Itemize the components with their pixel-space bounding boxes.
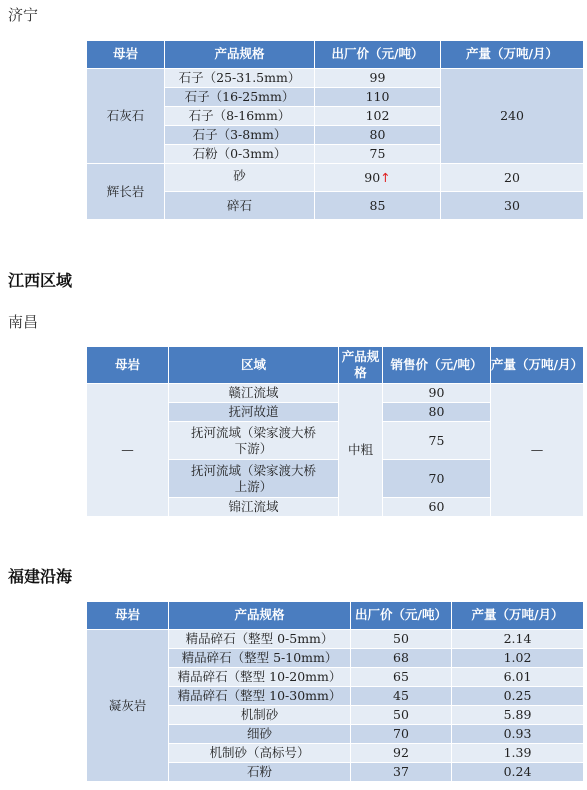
region-cell: 锦江流域 xyxy=(169,498,339,517)
output-cell: 6.01 xyxy=(452,668,584,687)
spec-cell: 细砂 xyxy=(169,725,351,744)
city-label-jining: 济宁 xyxy=(8,6,39,24)
column-header: 产品规格 xyxy=(165,41,315,69)
price-cell: 45 xyxy=(351,687,452,706)
column-header: 母岩 xyxy=(87,602,169,630)
price-cell: 99 xyxy=(315,69,441,88)
spec-cell: 碎石 xyxy=(165,192,315,220)
column-header: 母岩 xyxy=(87,347,169,384)
rock-cell: — xyxy=(87,384,169,517)
city-label-nanchang: 南昌 xyxy=(8,313,39,331)
up-arrow-icon: ↑ xyxy=(380,169,391,185)
price-cell: 80 xyxy=(315,126,441,145)
column-header: 母岩 xyxy=(87,41,165,69)
column-header: 产品规格 xyxy=(169,602,351,630)
spec-cell: 精品碎石（整型 5-10mm） xyxy=(169,649,351,668)
spec-cell: 精品碎石（整型 0-5mm） xyxy=(169,630,351,649)
output-cell: 240 xyxy=(441,69,584,164)
price-cell: 37 xyxy=(351,763,452,782)
spec-cell: 石子（16-25mm） xyxy=(165,88,315,107)
table-header-row xyxy=(87,41,584,69)
column-header: 出厂价（元/吨） xyxy=(315,41,441,69)
spec-cell: 石粉 xyxy=(169,763,351,782)
spec-cell: 石粉（0-3mm） xyxy=(165,145,315,164)
price-cell: 60 xyxy=(383,498,491,517)
jiangxi-price-table xyxy=(86,346,584,517)
column-header: 销售价（元/吨） xyxy=(383,347,491,384)
column-header: 产量（万吨/月） xyxy=(491,347,584,384)
spec-cell: 砂 xyxy=(165,164,315,192)
region-cell: 抚河故道 xyxy=(169,403,339,422)
price-cell: 90 xyxy=(383,384,491,403)
column-header: 产量（万吨/月） xyxy=(441,41,584,69)
price-value: 90 xyxy=(364,169,381,185)
fujian-price-table xyxy=(86,601,584,782)
price-cell: 85 xyxy=(315,192,441,220)
table-header-row xyxy=(87,347,584,384)
price-cell: 70 xyxy=(351,725,452,744)
output-cell: 1.02 xyxy=(452,649,584,668)
price-cell: 80 xyxy=(383,403,491,422)
region-cell: 赣江流域 xyxy=(169,384,339,403)
table-header-row xyxy=(87,602,584,630)
output-cell: 1.39 xyxy=(452,744,584,763)
price-cell: 92 xyxy=(351,744,452,763)
section-title-fujian: 福建沿海 xyxy=(8,567,73,586)
table-row xyxy=(87,630,584,649)
price-cell: 50 xyxy=(351,630,452,649)
jining-price-table xyxy=(86,40,584,220)
spec-cell: 机制砂 xyxy=(169,706,351,725)
output-cell: 0.24 xyxy=(452,763,584,782)
rock-cell: 凝灰岩 xyxy=(87,630,169,782)
region-cell: 抚河流域（梁家渡大桥上游） xyxy=(169,460,339,498)
price-cell: 110 xyxy=(315,88,441,107)
output-cell: 30 xyxy=(441,192,584,220)
output-cell: 20 xyxy=(441,164,584,192)
rock-cell: 辉长岩 xyxy=(87,164,165,220)
price-cell xyxy=(315,164,441,192)
section-title-jiangxi: 江西区域 xyxy=(8,271,73,290)
spec-cell: 石子（8-16mm） xyxy=(165,107,315,126)
price-cell: 102 xyxy=(315,107,441,126)
price-cell: 68 xyxy=(351,649,452,668)
spec-cell: 石子（3-8mm） xyxy=(165,126,315,145)
column-header: 区域 xyxy=(169,347,339,384)
price-cell: 75 xyxy=(315,145,441,164)
table-row xyxy=(87,384,584,403)
column-header: 出厂价（元/吨） xyxy=(351,602,452,630)
rock-cell: 石灰石 xyxy=(87,69,165,164)
output-cell: — xyxy=(491,384,584,517)
spec-cell: 中粗 xyxy=(339,384,383,517)
spec-cell: 精品碎石（整型 10-30mm） xyxy=(169,687,351,706)
output-cell: 2.14 xyxy=(452,630,584,649)
output-cell: 0.93 xyxy=(452,725,584,744)
spec-cell: 机制砂（高标号） xyxy=(169,744,351,763)
price-cell: 65 xyxy=(351,668,452,687)
output-cell: 5.89 xyxy=(452,706,584,725)
price-cell: 50 xyxy=(351,706,452,725)
column-header: 产量（万吨/月） xyxy=(452,602,584,630)
table-row xyxy=(87,69,584,88)
region-cell: 抚河流域（梁家渡大桥下游） xyxy=(169,422,339,460)
output-cell: 0.25 xyxy=(452,687,584,706)
column-header: 产品规格 xyxy=(339,347,383,384)
price-cell: 75 xyxy=(383,422,491,460)
spec-cell: 石子（25-31.5mm） xyxy=(165,69,315,88)
price-cell: 70 xyxy=(383,460,491,498)
spec-cell: 精品碎石（整型 10-20mm） xyxy=(169,668,351,687)
table-row xyxy=(87,164,584,192)
